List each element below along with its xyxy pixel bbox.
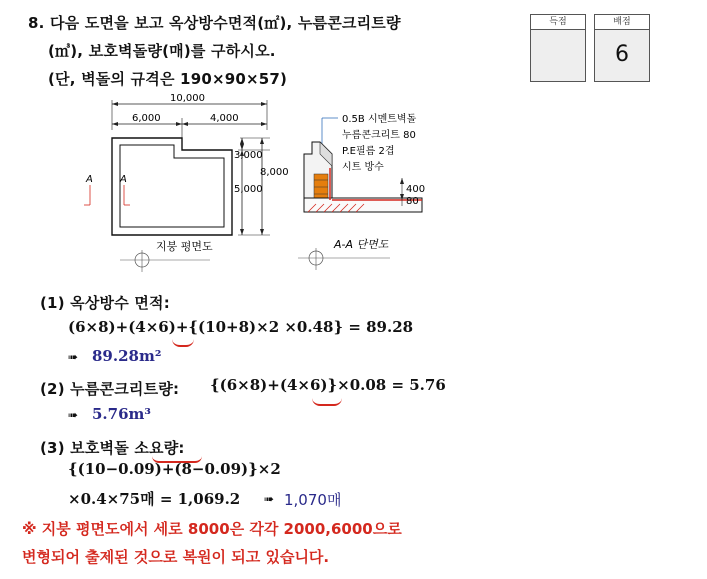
answer-2-arrow-icon: ➠ <box>68 408 79 422</box>
section-dim-80: 80 <box>406 196 419 207</box>
answer-1-title: (1) 옥상방수 면적: <box>40 294 170 312</box>
section-label-concrete: 누름콘크리트 80 <box>342 130 416 141</box>
question-line-1: 8. 다음 도면을 보고 옥상방수면적(㎡), 누름콘크리트량 <box>28 14 401 32</box>
answer-1-formula: (6×8)+(4×6)+{(10+8)×2 ×0.48} = 89.28 <box>68 318 414 336</box>
answer-3-arrow-icon: ➠ <box>264 492 275 506</box>
plan-dim-right: 4,000 <box>210 113 239 124</box>
answer-1-underline <box>172 339 194 347</box>
score-total-box <box>594 14 650 82</box>
question-line-3: (단, 벽돌의 규격은 190×90×57) <box>48 70 288 88</box>
roof-plan-drawing <box>80 90 310 275</box>
section-dim-400: 400 <box>406 184 426 195</box>
plan-dim-total: 10,000 <box>170 93 205 104</box>
note-line-1: ※ 지붕 평면도에서 세로 8000은 각각 2000,6000으로 <box>22 520 402 538</box>
note-line-2: 변형되어 출제된 것으로 복원이 되고 있습니다. <box>22 548 330 566</box>
question-line-2: (㎥), 보호벽돌량(매)를 구하시오. <box>48 42 276 60</box>
answer-2-underline <box>312 398 342 406</box>
section-label-pe-film: P.E필름 2겹 <box>342 146 395 157</box>
answer-3-result: 1,070매 <box>284 491 342 509</box>
plan-dim-8000: 8,000 <box>260 167 289 178</box>
score-total-value: 6 <box>615 42 629 67</box>
answer-2-result: 5.76m³ <box>92 405 151 423</box>
plan-caption: 지붕 평면도 <box>156 240 213 253</box>
plan-dim-5000: 5,000 <box>234 184 263 195</box>
section-caption: A-A 단면도 <box>334 238 389 251</box>
plan-section-mark-right: A <box>120 174 127 185</box>
answer-3-title: (3) 보호벽돌 소요량: <box>40 439 185 457</box>
section-aa-drawing <box>290 108 470 278</box>
plan-dim-3000: 3,000 <box>234 150 263 161</box>
answer-1-arrow-icon: ➠ <box>68 350 79 364</box>
score-total-label: 배점 <box>595 15 649 30</box>
section-label-brick: 0.5B 시멘트벽돌 <box>342 114 417 125</box>
answer-2-title: (2) 누름콘크리트량: <box>40 380 180 398</box>
answer-2-formula: {(6×8)+(4×6)}×0.08 = 5.76 <box>210 376 446 394</box>
answer-3-formula-1: {(10−0.09)+(8−0.09)}×2 <box>68 460 281 478</box>
score-obtained-box <box>530 14 586 82</box>
plan-section-mark-left: A <box>86 174 93 185</box>
section-label-sheet: 시트 방수 <box>342 162 384 173</box>
plan-dim-left: 6,000 <box>132 113 161 124</box>
score-obtained-label: 득점 <box>531 15 585 30</box>
answer-1-result: 89.28m² <box>92 347 162 365</box>
answer-3-formula-2: ×0.4×75매 = 1,069.2 <box>68 490 241 508</box>
